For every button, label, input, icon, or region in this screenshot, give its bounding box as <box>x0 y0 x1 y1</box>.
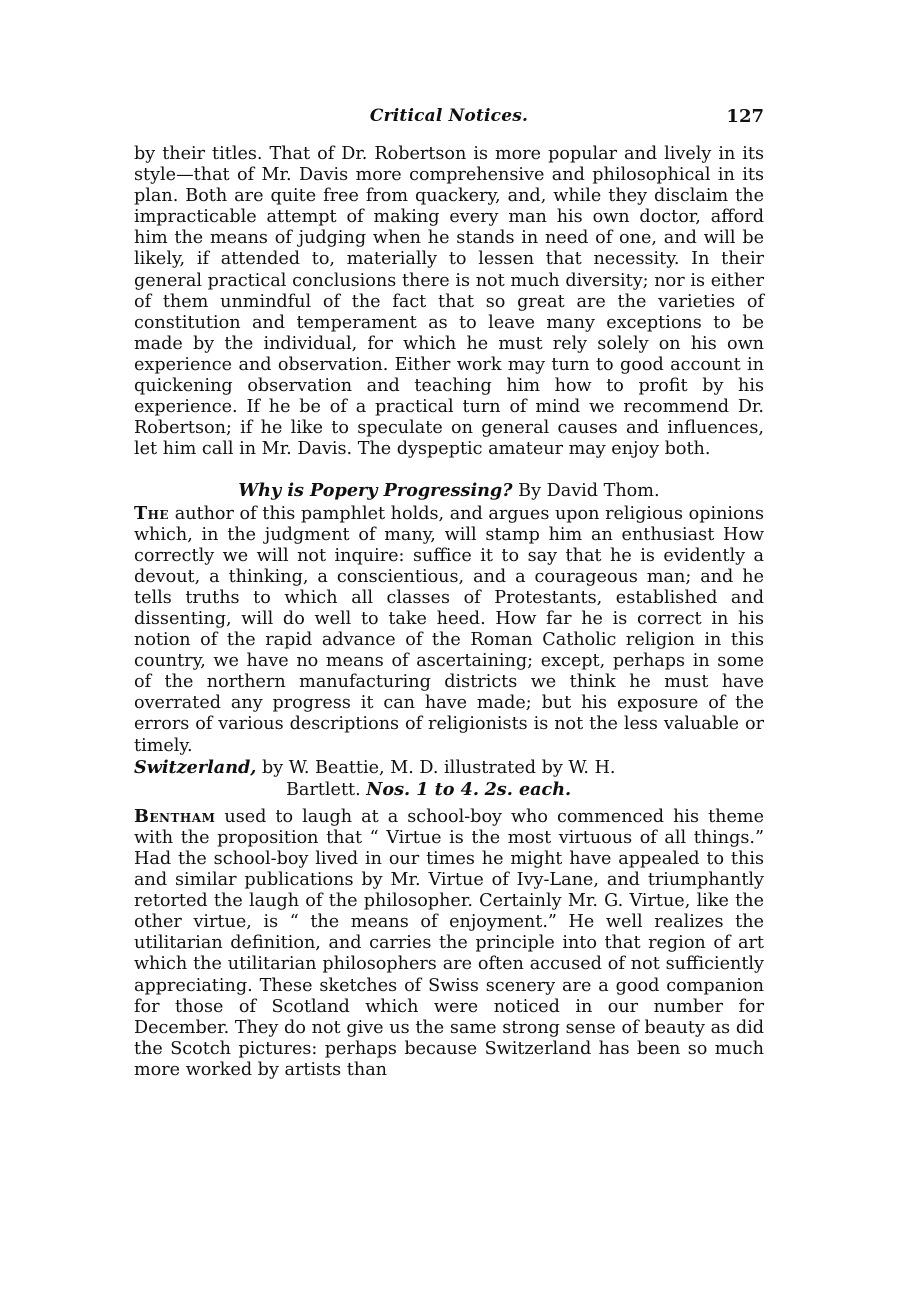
review-heading-popery <box>134 480 764 502</box>
page-body <box>134 144 764 1081</box>
review-paragraph-popery <box>134 503 764 757</box>
opening-word-popery: The <box>134 502 170 524</box>
review-heading-line-2 <box>134 779 764 801</box>
review-paragraph-switzerland <box>134 806 764 1081</box>
page-number: 127 <box>726 106 764 127</box>
review-byline-switzerland-2: Bartlett. <box>286 779 361 800</box>
review-heading-switzerland <box>134 757 764 801</box>
review-byline-switzerland-1: by W. Beattie, M. D. illustrated by W. H. <box>262 757 616 778</box>
review-heading-line-1 <box>134 757 764 779</box>
review-text-popery: author of this pamphlet holds, and argues upon religious opinions which, in the judgment of many, will stamp him an enthusiast How correctly we will not inquire: suffice it to say that he is evidently a devout, a thinking, a conscientious, and a courageous man; and he tells truths to which all classes of Protestants, established and dissenting, will do well to take heed. How far he is correct in his notion of the rapid advance of the Roman Catholic religion in this country, we have no means of ascertaining; except, perhaps in some of the northern manufacturing districts we think he must have overrated any progress it can have made; but his exposure of the errors of various descriptions of religionists is not the less valuable or timely. <box>134 503 765 756</box>
running-title: Critical Notices. <box>369 106 529 126</box>
review-title-switzerland: Switzerland, <box>134 756 257 778</box>
review-text-switzerland: used to laugh at a school-boy who commenced his theme with the proposition that “ Virtue is the most virtuous of all things.” Had the school-boy lived in our times he might have appealed to this and similar publications by Mr. Virtue of Ivy-Lane, and triumphantly retorted the laugh of the philosopher. Certainly Mr. G. Virtue, like the other virtue, is “ the means of enjoyment.” He well realizes the utilitarian definition, and carries the principle into that region of art which the utilitarian philosophers are often accused of not sufficiently appreciating. These sketches of Swiss scenery are a good companion for those of Scotland which were noticed in our number for December. They do not give us the same strong sense of beauty as did the Scotch pictures: perhaps because Switzerland has been so much more worked by artists than <box>134 806 764 1080</box>
opening-word-switzerland: Bentham <box>134 805 216 827</box>
review-title-popery: Why is Popery Progressing? <box>238 480 513 502</box>
paragraph-medical-works: by their titles. That of Dr. Robertson is more popular and lively in its style—that of Mr. Davis more comprehensive and philosophical in its plan. Both are quite free from quackery, and, while they disclaim the impracticable attempt of making every man his own doctor, afford him the means of judging when he stands in need of one, and will be likely, if attended to, materially to lessen that necessity. In their general practical conclusions there is not much diversity; nor is either of them unmindful of the fact that so great are the varieties of constitution and temperament as to leave many exceptions to be made by the individual, for which he must rely solely on his own experience and observation. Either work may turn to good account in quickening observation and teaching him how to profit by his experience. If he be of a practical turn of mind we recommend Dr. Robertson; if he like to speculate on general causes and influences, let him call in Mr. Davis. The dyspeptic amateur may enjoy both. <box>134 144 764 460</box>
review-price: 2s. each. <box>484 778 572 800</box>
review-byline-popery: By David Thom. <box>518 481 660 502</box>
page-header <box>134 106 764 136</box>
review-issue: Nos. 1 to 4. <box>366 778 479 800</box>
